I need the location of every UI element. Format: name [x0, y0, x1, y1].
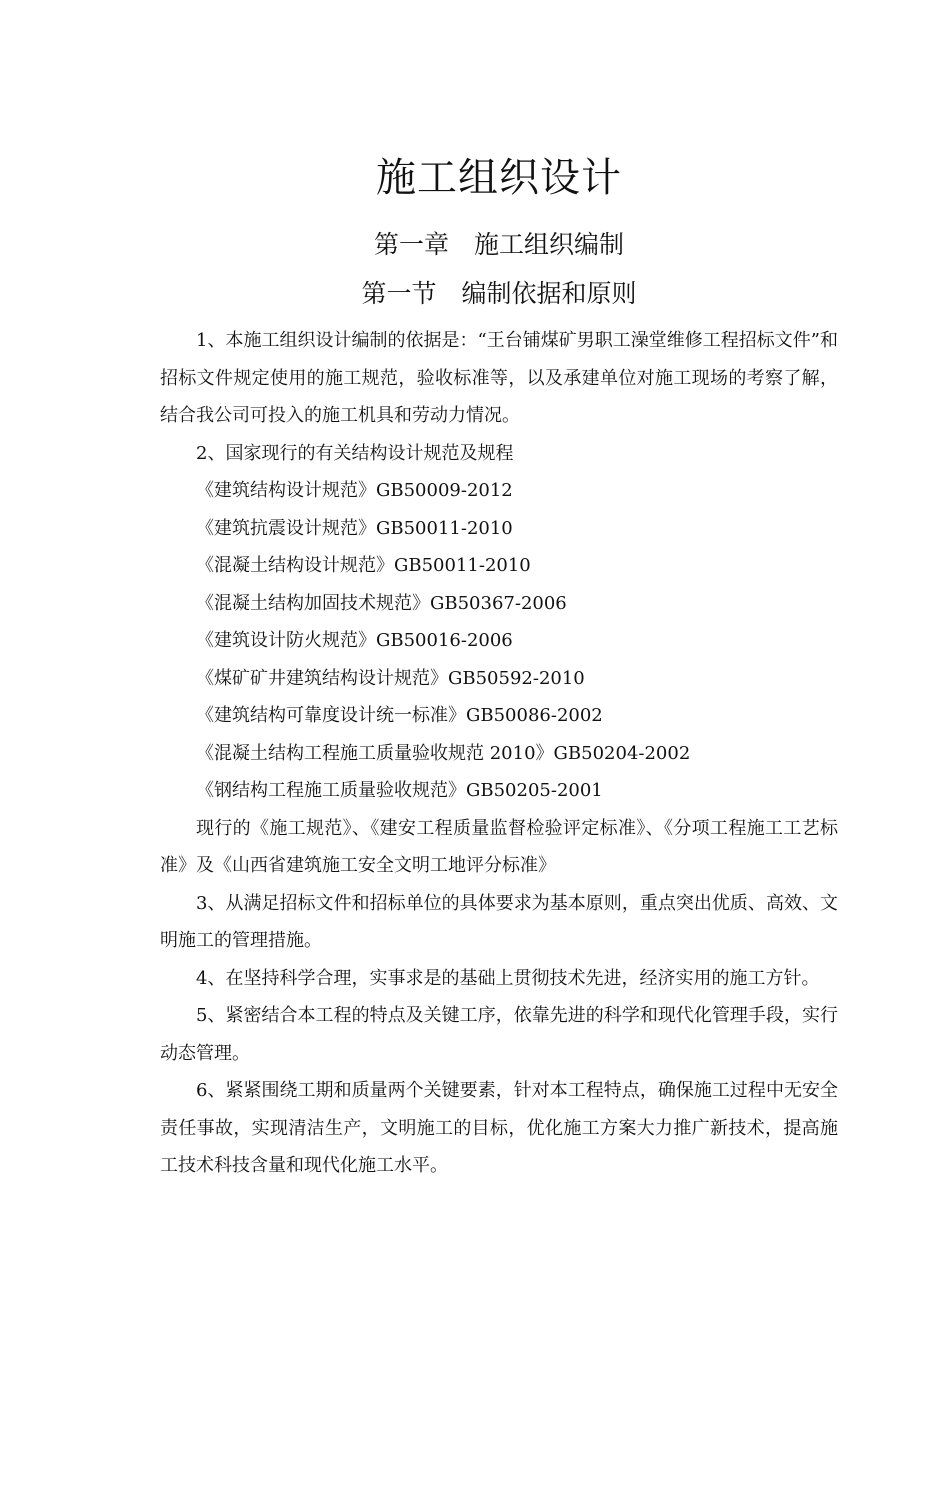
paragraph-national-codes: 2、国家现行的有关结构设计规范及规程 — [196, 442, 514, 464]
reference-item: 《混凝土结构工程施工质量验收规范 2010》GB50204-2002 — [196, 742, 691, 764]
chapter-heading: 第一章 施工组织编制 — [373, 230, 624, 259]
document-body — [160, 322, 838, 1185]
document-page — [0, 150, 950, 1494]
reference-item: 《建筑设计防火规范》GB50016-2006 — [196, 630, 513, 651]
reference-item: 《混凝土结构设计规范》GB50011-2010 — [196, 555, 531, 576]
reference-item: 《建筑结构设计规范》GB50009-2012 — [196, 480, 513, 501]
paragraph-principle-4: 4、在坚持科学合理，实事求是的基础上贯彻技术先进，经济实用的施工方针。 — [196, 967, 820, 989]
reference-list — [160, 472, 838, 810]
paragraph-basis: 1、本施工组织设计编制的依据是：“王台铺煤矿男职工澡堂维修工程招标文件”和招标文件规定使用的施工规范，验收标准等，以及承建单位对施工现场的考察了解，结合我公司可投入的施工机具和劳动力情况。 — [160, 330, 838, 426]
paragraph-principle-6: 6、紧紧围绕工期和质量两个关键要素，针对本工程特点，确保施工过程中无安全责任事故，实现清洁生产，文明施工的目标，优化施工方案大力推广新技术，提高施工技术科技含量和现代化施工水平。 — [160, 1080, 838, 1176]
reference-item: 《建筑抗震设计规范》GB50011-2010 — [196, 517, 513, 539]
paragraph-principle-3: 3、从满足招标文件和招标单位的具体要求为基本原则，重点突出优质、高效、文明施工的管理措施。 — [160, 892, 838, 951]
paragraph-current-standards: 现行的《施工规范》、《建安工程质量监督检验评定标准》、《分项工程施工工艺标准》及《山西省建筑施工安全文明工地评分标准》 — [160, 817, 838, 876]
section-heading: 第一节 编制依据和原则 — [361, 279, 637, 308]
reference-item: 《建筑结构可靠度设计统一标准》GB50086-2002 — [196, 705, 603, 726]
reference-item: 《钢结构工程施工质量验收规范》GB50205-2001 — [196, 780, 603, 801]
paragraph-principle-5: 5、紧密结合本工程的特点及关键工序，依靠先进的科学和现代化管理手段，实行动态管理。 — [160, 1005, 838, 1064]
document-title: 施工组织设计 — [376, 155, 622, 201]
reference-item: 《混凝土结构加固技术规范》GB50367-2006 — [196, 592, 567, 614]
reference-item: 《煤矿矿井建筑结构设计规范》GB50592-2010 — [196, 667, 585, 689]
